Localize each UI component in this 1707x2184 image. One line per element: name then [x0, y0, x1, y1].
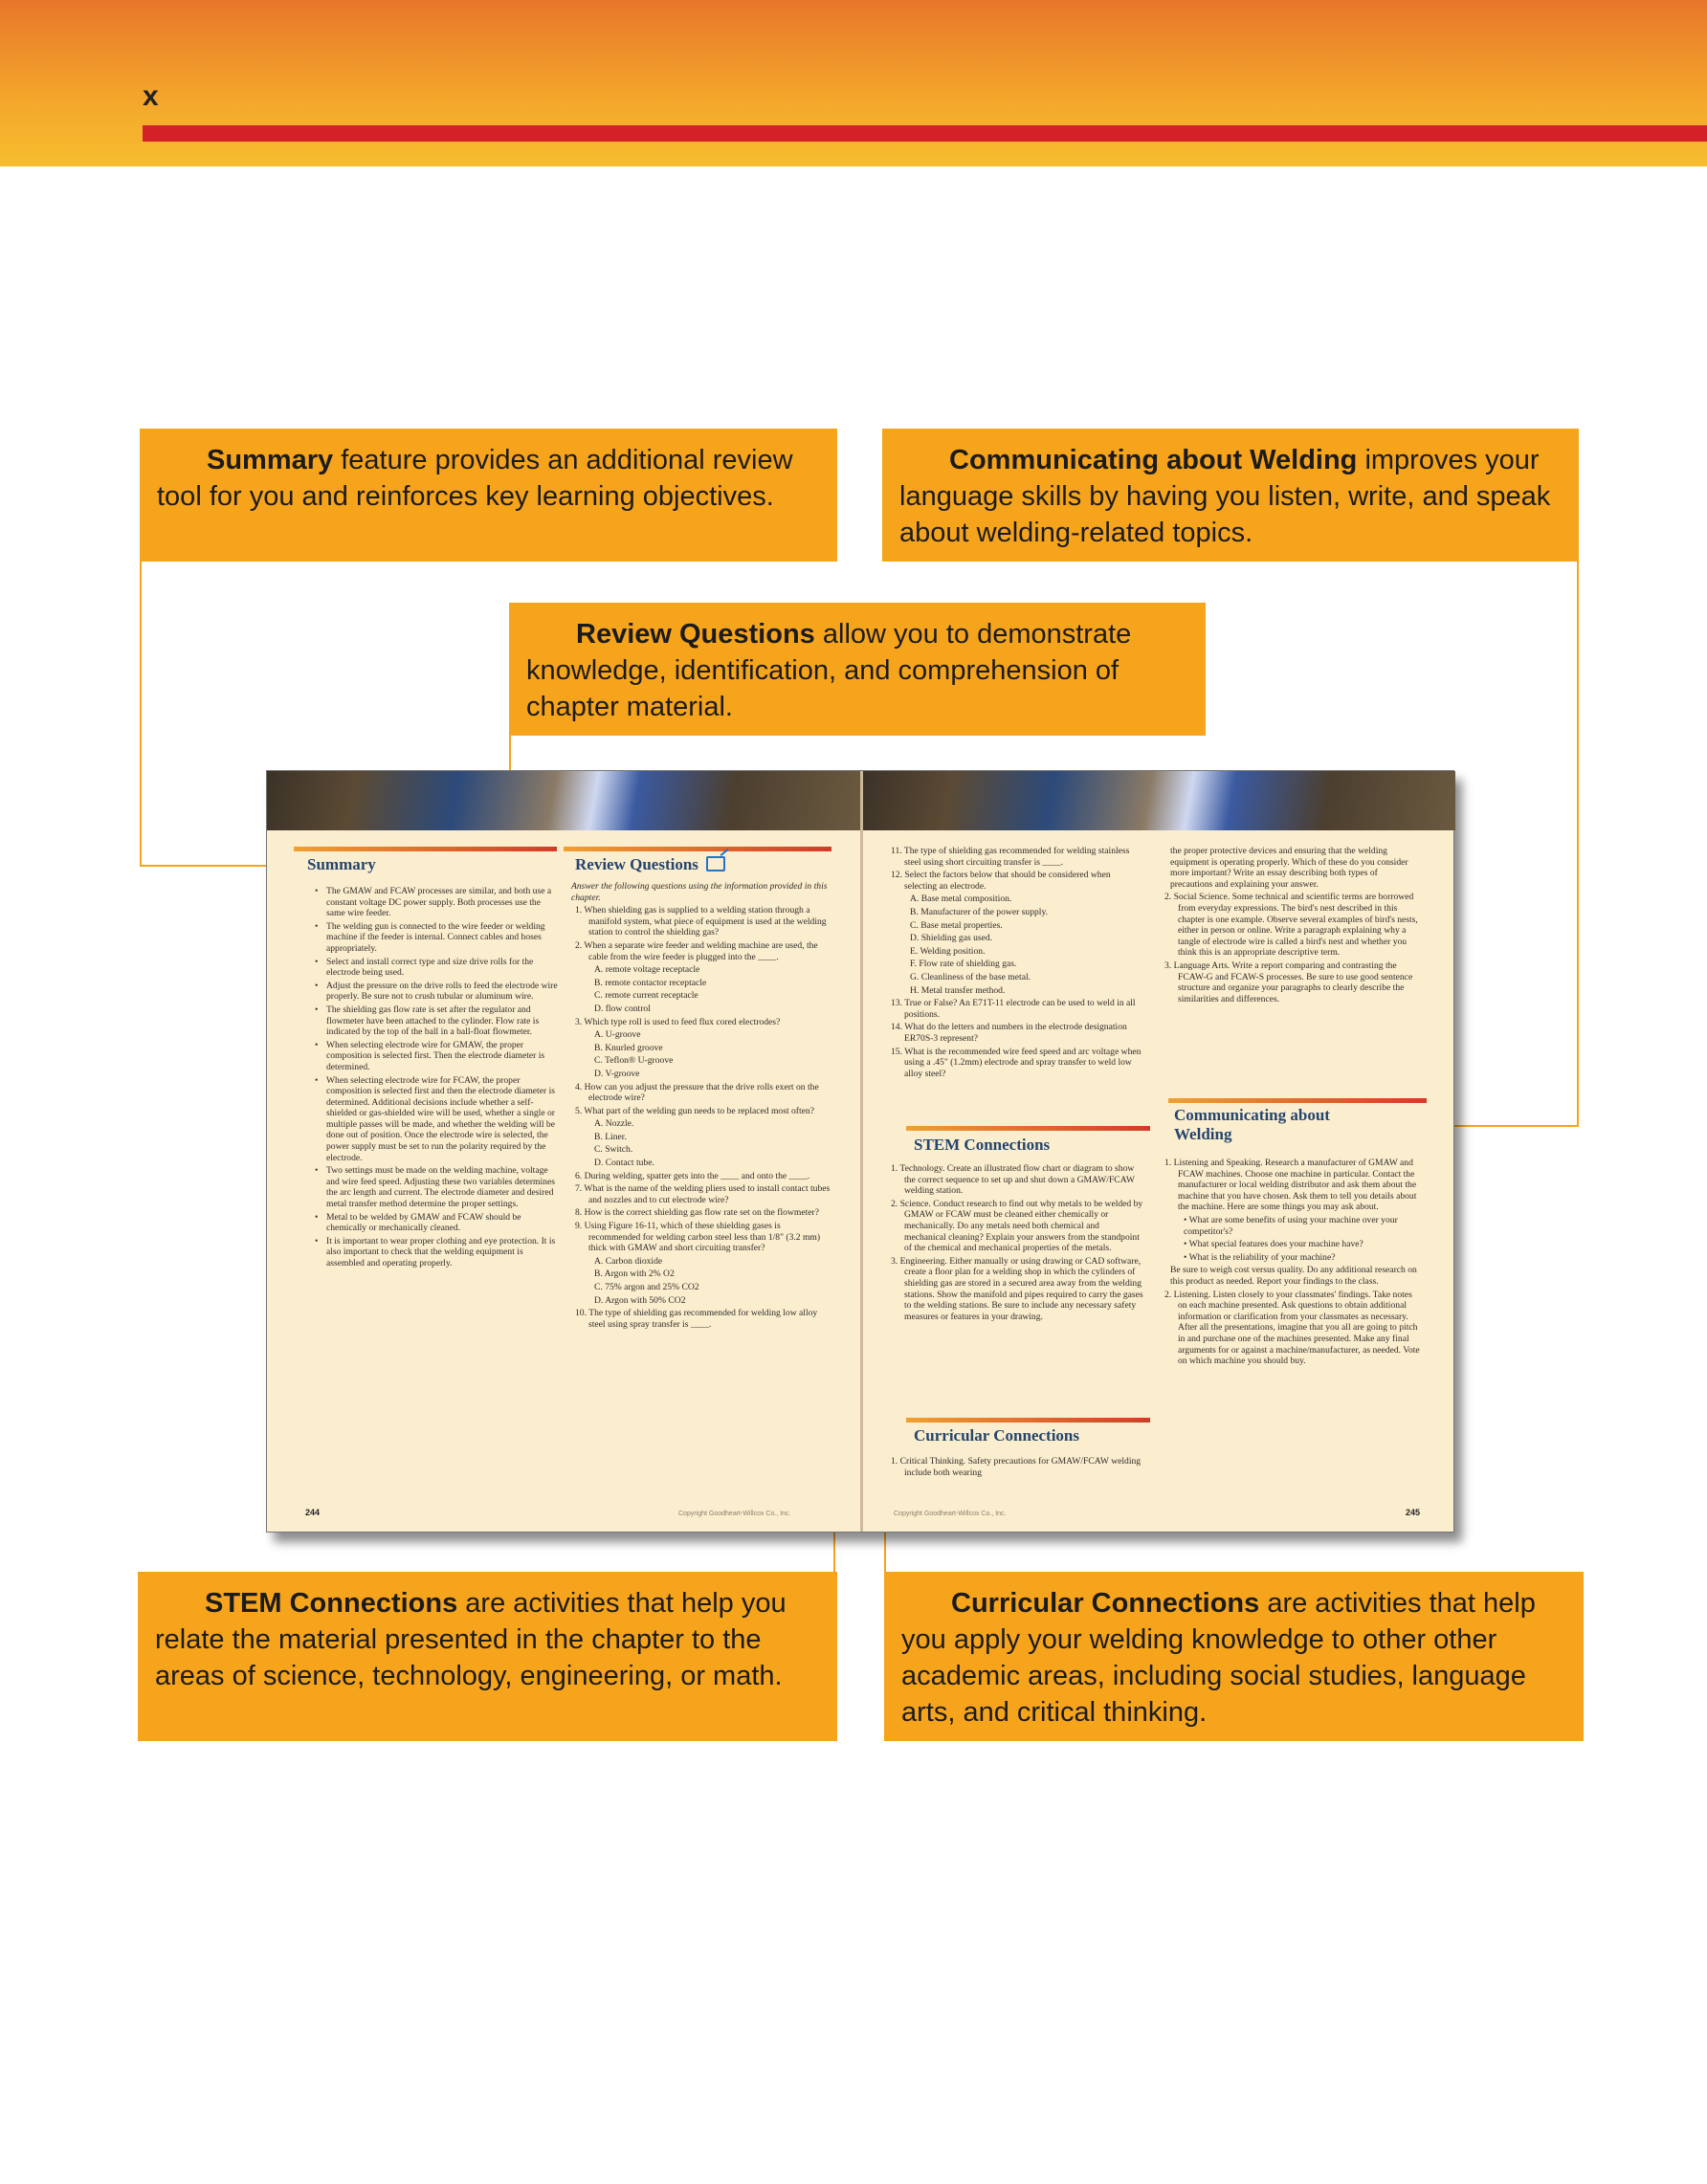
communicating-bullet: • What special features does your machine have? [1184, 1239, 1363, 1250]
review-option: B. Liner. [594, 1131, 627, 1142]
review-item: 5. What part of the welding gun needs to be replaced most often? [575, 1105, 814, 1116]
left-page-banner [267, 771, 860, 830]
spread-curricular-title: Curricular Connections [914, 1426, 1079, 1445]
summary-bullet: • When selecting electrode wire for FCAW, the proper composition is selected first and then the electrode diameter is determined. Additional decisions include whether a self-shielded or gas-shielded wire will be used, whether a single or multiple passes will be made, and whether the welding will be done out of position. Once the electrode wire is selected, the power supply must be set to run the polarity required by the electrode. [307, 1075, 558, 1164]
review-bar [564, 847, 831, 851]
review-item: 12. Select the factors below that should be considered when selecting an electrode. [891, 870, 1111, 892]
review-option: B. Argon with 2% O2 [594, 1268, 675, 1280]
review-option: A. Carbon dioxide [594, 1255, 663, 1267]
summary-bullet: • Two settings must be made on the welding machine, voltage and wire feed speed. Adjusting these two variables determines the arc length and current. The electrode diameter and desired metal transfer method determine the proper settings. [307, 1165, 558, 1209]
callout-stem [138, 1572, 837, 1741]
review-option: A. U-groove [594, 1029, 641, 1041]
curricular-item: 2. Social Science. Some technical and scientific terms are borrowed from everyday expressions. The bird's nest described in this chapter is one example. Observe several examples of bird's nests, either in person or online. Write a paragraph explaining why a tangle of electrode wire is called a bird's nest and whether you think this is an appropriate descriptive term. [1164, 892, 1418, 959]
callout-communicating-title: Communicating about Welding [949, 445, 1358, 475]
communicating-item: 2. Listening. Listen closely to your classmates' findings. Take notes on each machine presented. Ask questions to obtain additional information or clarification from your classmates as necessary. After all the presentations, imagine that you all are going to pitch in and purchase one of the machines presented. Make any final arguments for or against a machine/manufacturer, as needed. Vote on which machine you should buy. [1164, 1289, 1420, 1367]
review-option: B. Manufacturer of the power supply. [910, 906, 1049, 917]
spread-stem-title: STEM Connections [914, 1136, 1051, 1154]
review-option: F. Flow rate of shielding gas. [910, 959, 1017, 970]
review-item: 4. How can you adjust the pressure that the drive rolls exert on the electrode wire? [575, 1081, 819, 1104]
review-option: C. Teflon® U-groove [594, 1055, 674, 1067]
review-item: 3. Which type roll is used to feed flux cored electrodes? [575, 1016, 781, 1027]
review-option: B. remote contactor receptacle [594, 977, 707, 988]
right-folio: 245 [1406, 1508, 1421, 1517]
summary-bullet: • Select and install correct type and size drive rolls for the electrode being used. [307, 957, 558, 979]
communicating-item: 1. Listening and Speaking. Research a manufacturer of GMAW and FCAW machines. Choose one machine in particular. Contact the manufacturer or local welding distributor and ask them about the machine that you have chosen. Ask them to tell you details about the machine. Here are some things you may ask about. [1164, 1158, 1417, 1213]
summary-bullet: • It is important to wear proper clothing and eye protection. It is also important to check that the welding equipment is assembled and operating properly. [307, 1236, 558, 1269]
summary-column [307, 886, 558, 1271]
review-option: D. V-groove [594, 1068, 640, 1079]
share-icon [706, 856, 725, 871]
connector-summary-vertical [140, 562, 142, 866]
curricular-item: 3. Language Arts. Write a report comparing and contrasting the FCAW-G and FCAW-S processes. Be sure to use good sentence structure and organize your paragraphs to clearly describe the similarities and differences. [1164, 960, 1413, 1004]
review-item: 7. What is the name of the welding pliers used to install contact tubes and nozzles and to cut electrode wire? [575, 1183, 831, 1205]
review-option: D. Contact tube. [594, 1158, 654, 1169]
spread-summary-title: Summary [307, 855, 376, 873]
curricular-item: the proper protective devices and ensuring that the welding equipment is operating properly. Which of these do you consider more important? Write an essay describing both types of precautions and explaining your answer. [1170, 846, 1408, 890]
review-column [571, 881, 831, 1332]
review-item: 2. When a separate wire feeder and welding machine are used, the cable from the wire feeder is plugged into the ____. [575, 939, 818, 962]
communicating-bullet: • What are some benefits of using your machine over your competitor's? [1184, 1214, 1398, 1237]
stem-item: 2. Science. Conduct research to find out why metals to be welded by GMAW or FCAW must be cleaned either chemically or mechanically. Do any metals need both chemical and mechanical cleaning? Explain your answers from the standpoint of the chemical and mechanical properties of the metals. [891, 1198, 1143, 1254]
callout-curricular [884, 1572, 1584, 1741]
review-item: 14. What do the letters and numbers in the electrode designation ER70S-3 represent? [891, 1022, 1127, 1044]
review-option: D. flow control [594, 1003, 651, 1014]
review-item: 8. How is the correct shielding gas flow rate set on the flowmeter? [575, 1207, 819, 1219]
left-folio: 244 [305, 1508, 321, 1517]
connector-summary-horizontal [140, 865, 276, 867]
spread-review-title [575, 855, 725, 874]
callout-summary [140, 429, 837, 562]
review-option: C. Switch. [594, 1144, 633, 1156]
review-option: H. Metal transfer method. [910, 984, 1006, 996]
summary-bullet: • The shielding gas flow rate is set after the regulator and flowmeter have been attached to the cylinder. Flow rate is indicated by the top of the ball in a ball-float flowmeter. [307, 1004, 558, 1038]
stem-item: 1. Technology. Create an illustrated flow chart or diagram to show the correct sequence to set up and shut down a GMAW/FCAW welding station. [891, 1163, 1135, 1197]
callout-stem-text: are activities that help you relate the material presented in the chapter to the areas of science, technology, engineering, or math. [155, 1588, 787, 1691]
review-option: A. Nozzle. [594, 1118, 634, 1130]
review-item: 6. During welding, spatter gets into the ____ and onto the ____. [575, 1170, 810, 1181]
review-option: A. remote voltage receptacle [594, 964, 700, 976]
review-option: C. Base metal properties. [910, 919, 1003, 931]
review-option: A. Base metal composition. [910, 893, 1012, 905]
curricular-continued-column [1161, 846, 1421, 1006]
communicating-note: Be sure to weigh cost versus quality. Do any additional research on this product as needed. Report your findings to the class. [1170, 1265, 1417, 1287]
summary-bullet: • When selecting electrode wire for GMAW, the proper composition is selected first. Then the electrode diameter is determined. [307, 1040, 558, 1073]
communicating-column [1161, 1158, 1421, 1369]
review-option: B. Knurled groove [594, 1042, 663, 1053]
summary-bullet: • The welding gun is connected to the wire feeder or welding machine if the feeder is internal. Connect cables and hoses appropriately. [307, 921, 558, 955]
spread-communicating-title [1174, 1106, 1330, 1144]
communicating-title-line: Welding [1174, 1125, 1232, 1143]
left-copyright: Copyright Goodheart-Willcox Co., Inc. [678, 1511, 791, 1517]
callout-review [509, 603, 1206, 736]
summary-bullet: • Metal to be welded by GMAW and FCAW should be chemically or mechanically cleaned. [307, 1212, 558, 1234]
spread-gutter [860, 771, 863, 1532]
callout-review-title: Review Questions [576, 619, 815, 650]
stem-column [887, 1163, 1143, 1324]
callout-summary-text: feature provides an additional review tool for you and reinforces key learning objectives. [157, 445, 793, 512]
callout-communicating-text: improves your language skills by having you listen, write, and speak about welding-related topics. [899, 445, 1551, 548]
callout-summary-title: Summary [207, 445, 334, 475]
review-option: G. Cleanliness of the base metal. [910, 971, 1031, 982]
curricular-bar [906, 1418, 1150, 1423]
review-option: D. Shielding gas used. [910, 933, 993, 944]
review-item: 11. The type of shielding gas recommended for welding stainless steel using short circuiting transfer is ____. [891, 846, 1130, 868]
stem-item: 3. Engineering. Either manually or using drawing or CAD software, create a floor plan for a welding shop in which the cylinders of shielding gas are stored in a secured area away from the welding stations. Show the manifold and pipes required to carry the gases to the welding stations. Be sure to include any necessary safety measures or features in your drawing. [891, 1255, 1143, 1322]
summary-bullet: • Adjust the pressure on the drive rolls to feed the electrode wire properly. Be sure not to crush tubular or aluminum wire. [307, 981, 558, 1003]
review-option: D. Argon with 50% CO2 [594, 1294, 686, 1306]
callout-communicating [882, 429, 1579, 562]
stem-bar [906, 1126, 1150, 1131]
connector-communicating-vertical [1577, 562, 1579, 1126]
review-intro: Answer the following questions using the information provided in this chapter. [571, 881, 828, 903]
book-spread [266, 770, 1454, 1533]
communicating-bullet: • What is the reliability of your machine? [1184, 1251, 1336, 1263]
page-number: x [143, 80, 159, 112]
summary-bullet: • The GMAW and FCAW processes are similar, and both use a constant voltage DC power supply. Both processes use the same wire feeder. [307, 886, 558, 919]
right-page-banner [863, 771, 1455, 830]
right-copyright: Copyright Goodheart-Willcox Co., Inc. [894, 1511, 1007, 1517]
callout-stem-title: STEM Connections [205, 1588, 458, 1619]
communicating-title-line: Communicating about [1174, 1106, 1330, 1124]
curricular-column [887, 1456, 1143, 1480]
callout-curricular-text: are activities that help you apply your welding knowledge to other other academic areas, including social studies, language arts, and critical thinking. [901, 1588, 1536, 1728]
header-rule [143, 125, 1707, 142]
review-item: 13. True or False? An E71T-11 electrode can be used to weld in all positions. [891, 998, 1136, 1020]
review-item: 10. The type of shielding gas recommended for welding low alloy steel using spray transfer is ____. [575, 1308, 818, 1330]
summary-bar [294, 847, 557, 851]
review-item: 1. When shielding gas is supplied to a welding station through a manifold system, what piece of equipment is used at the welding station to control the shielding gas? [575, 905, 827, 938]
curricular-item: 1. Critical Thinking. Safety precautions for GMAW/FCAW welding include both wearing [891, 1456, 1142, 1478]
review-option: C. remote current receptacle [594, 990, 698, 1002]
review-item: 15. What is the recommended wire feed speed and arc voltage when using a .45" (1.2mm) electrode and spray transfer to weld low alloy steel? [891, 1046, 1142, 1079]
callout-review-text: allow you to demonstrate knowledge, identification, and comprehension of chapter material. [526, 619, 1132, 722]
review-item: 9. Using Figure 16-11, which of these shielding gases is recommended for welding carbon steel less than 1/8" (3.2 mm) thick with GMAW and short circuiting transfer? [575, 1221, 821, 1254]
callout-curricular-title: Curricular Connections [951, 1588, 1260, 1619]
review-option: E. Welding position. [910, 945, 986, 957]
communicating-bar [1168, 1098, 1427, 1103]
spread-review-title-text: Review Questions [575, 855, 698, 873]
review-option: C. 75% argon and 25% CO2 [594, 1282, 699, 1292]
review-continued-column [887, 846, 1142, 1081]
